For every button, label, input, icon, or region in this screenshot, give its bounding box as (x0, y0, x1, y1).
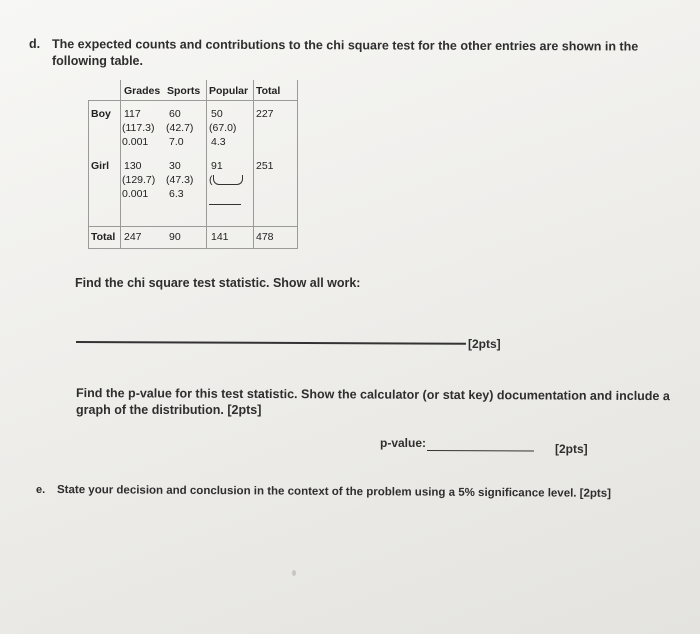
girl-popular-expected-blank (209, 174, 243, 187)
smudge-mark (292, 570, 296, 576)
chi-square-prompt: Find the chi square test statistic. Show all work: (75, 276, 361, 290)
girl-popular-contrib-blank (209, 204, 241, 205)
expected-blank-bracket (213, 175, 243, 185)
part-e-text: State your decision and conclusion in the context of the problem using a 5% significance level. [2pts] (56, 484, 612, 500)
pvalue-points: [2pts] (555, 442, 588, 456)
row-label-boy: Boy (91, 108, 111, 120)
boy-grades-contrib: 0.001 (122, 136, 149, 148)
boy-popular-expected: (67.0) (209, 122, 237, 134)
pvalue-label: p-value: (380, 436, 427, 450)
boy-sports-observed: 60 (169, 108, 181, 120)
row-label-girl: Girl (91, 160, 110, 172)
part-d-label: d. (29, 37, 41, 51)
row-label-total: Total (91, 231, 116, 243)
girl-total: 251 (256, 160, 274, 172)
grand-total: 478 (256, 231, 274, 243)
boy-sports-expected: (42.7) (166, 122, 194, 134)
pvalue-question-line2: graph of the distribution. [2pts] (76, 403, 262, 417)
header-sports: Sports (167, 85, 201, 97)
boy-grades-observed: 117 (124, 108, 141, 120)
contingency-table (88, 80, 298, 250)
total-grades: 247 (124, 231, 142, 243)
header-total: Total (256, 85, 281, 97)
girl-grades-contrib: 0.001 (122, 188, 149, 200)
chi-square-answer-line[interactable] (76, 341, 466, 344)
girl-grades-observed: 130 (124, 160, 142, 172)
girl-sports-contrib: 6.3 (169, 188, 184, 200)
girl-grades-expected: (129.7) (122, 174, 156, 186)
boy-popular-contrib: 4.3 (211, 136, 226, 148)
girl-sports-observed: 30 (169, 160, 181, 172)
girl-popular-observed: 91 (211, 160, 223, 172)
chi-square-points: [2pts] (468, 337, 501, 351)
total-popular: 141 (211, 231, 229, 243)
boy-sports-contrib: 7.0 (169, 136, 184, 148)
header-grades: Grades (124, 85, 161, 97)
pvalue-answer-line[interactable] (427, 450, 534, 451)
boy-grades-expected: (117.3) (122, 122, 155, 134)
pvalue-question-line1: Find the p-value for this test statistic. Show the calculator (or stat key) documentation and include a (75, 386, 670, 404)
boy-total: 227 (256, 108, 274, 120)
part-e-label: e. (36, 484, 46, 496)
boy-popular-observed: 50 (211, 108, 223, 120)
total-sports: 90 (169, 231, 181, 243)
part-d-line1: The expected counts and contributions to the chi square test for the other entries are shown in the (51, 37, 639, 54)
header-popular: Popular (209, 85, 249, 97)
part-d-line2: following table. (52, 54, 143, 68)
girl-popular-expected-open: ( (209, 174, 213, 186)
girl-sports-expected: (47.3) (166, 174, 194, 186)
